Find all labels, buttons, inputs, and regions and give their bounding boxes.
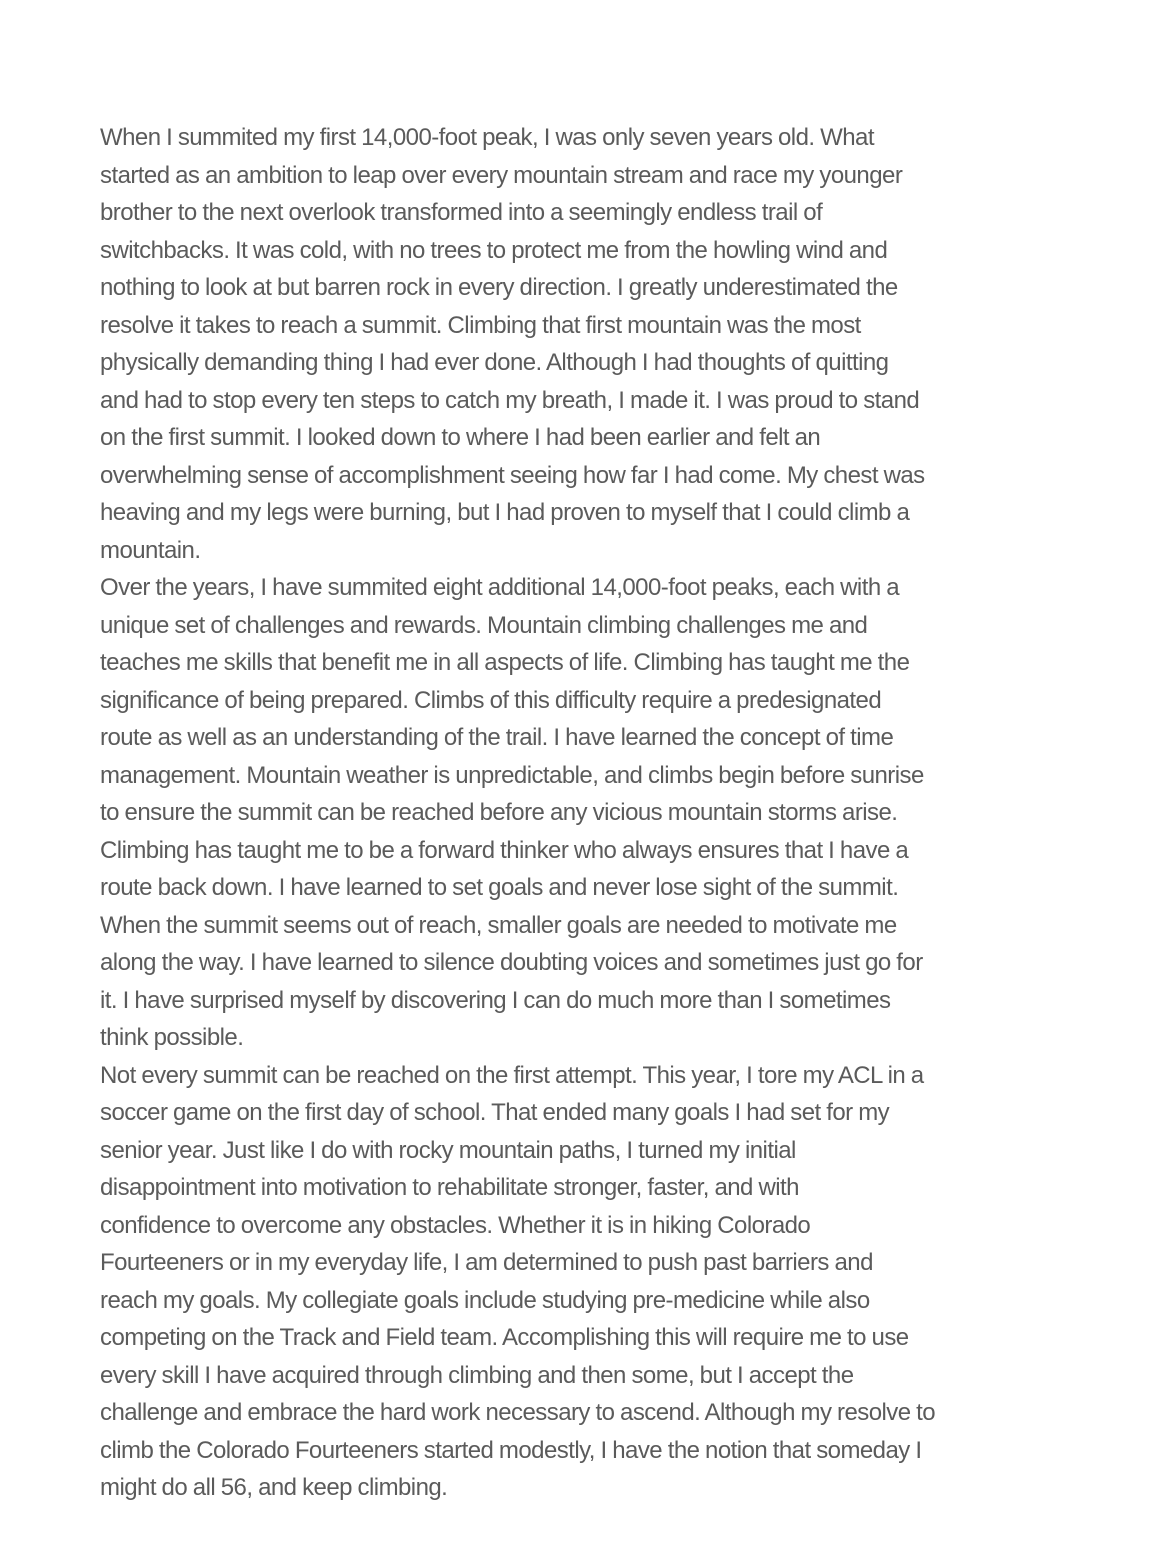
paragraph-3 <box>100 1057 1060 1507</box>
text-line: started as an ambition to leap over every mountain stream and race my younger <box>100 161 903 189</box>
text-line: overwhelming sense of accomplishment seeing how far I had come. My chest was <box>100 461 925 489</box>
text-line: soccer game on the first day of school. That ended many goals I had set for my <box>100 1099 890 1126</box>
paragraph-2 <box>100 569 1060 1057</box>
text-line: physically demanding thing I had ever done. Although I had thoughts of quitting <box>100 349 889 376</box>
text-line: it. I have surprised myself by discovering I can do much more than I sometimes <box>100 986 891 1014</box>
text-line: nothing to look at but barren rock in every direction. I greatly underestimated the <box>100 274 898 301</box>
text-line: reach my goals. My collegiate goals include studying pre-medicine while also <box>100 1286 870 1314</box>
text-line: When I summited my first 14,000-foot peak, I was only seven years old. What <box>100 124 874 151</box>
text-line: on the first summit. I looked down to where I had been earlier and felt an <box>100 424 821 451</box>
text-line: route back down. I have learned to set goals and never lose sight of the summit. <box>100 874 899 901</box>
text-line: heaving and my legs were burning, but I had proven to myself that I could climb a <box>100 499 910 526</box>
text-line: resolve it takes to reach a summit. Climbing that first mountain was the most <box>100 311 861 339</box>
text-line: mountain. <box>100 536 201 564</box>
text-line: Not every summit can be reached on the first attempt. This year, I tore my ACL in a <box>100 1061 924 1089</box>
text-line: and had to stop every ten steps to catch my breath, I made it. I was proud to stand <box>100 386 920 414</box>
text-line: Climbing has taught me to be a forward thinker who always ensures that I have a <box>100 836 909 864</box>
text-line: competing on the Track and Field team. Accomplishing this will require me to use <box>100 1324 909 1351</box>
text-line: teaches me skills that benefit me in all aspects of life. Climbing has taught me the <box>100 649 910 676</box>
text-line: switchbacks. It was cold, with no trees to protect me from the howling wind and <box>100 236 888 264</box>
text-line: significance of being prepared. Climbs of this difficulty require a predesignated <box>100 686 882 714</box>
text-line: along the way. I have learned to silence doubting voices and sometimes just go for <box>100 949 923 976</box>
text-line: think possible. <box>100 1024 244 1051</box>
text-line: to ensure the summit can be reached before any vicious mountain storms arise. <box>100 799 898 826</box>
text-line: every skill I have acquired through climbing and then some, but I accept the <box>100 1361 854 1389</box>
paragraph-1 <box>100 119 1060 569</box>
text-line: confidence to overcome any obstacles. Whether it is in hiking Colorado <box>100 1211 811 1239</box>
text-line: Fourteeners or in my everyday life, I am determined to push past barriers and <box>100 1249 873 1276</box>
text-line: senior year. Just like I do with rocky mountain paths, I turned my initial <box>100 1136 796 1164</box>
text-line: unique set of challenges and rewards. Mountain climbing challenges me and <box>100 611 868 639</box>
essay-page <box>100 119 1060 1507</box>
text-line: climb the Colorado Fourteeners started modestly, I have the notion that someday I <box>100 1436 922 1464</box>
text-line: brother to the next overlook transformed into a seemingly endless trail of <box>100 199 823 226</box>
text-line: disappointment into motivation to rehabilitate stronger, faster, and with <box>100 1174 799 1201</box>
text-line: management. Mountain weather is unpredictable, and climbs begin before sunrise <box>100 761 924 789</box>
text-line: Over the years, I have summited eight additional 14,000-foot peaks, each with a <box>100 574 900 601</box>
text-line: challenge and embrace the hard work necessary to ascend. Although my resolve to <box>100 1399 936 1426</box>
text-line: When the summit seems out of reach, smaller goals are needed to motivate me <box>100 911 897 939</box>
text-line: route as well as an understanding of the trail. I have learned the concept of time <box>100 724 894 751</box>
text-line: might do all 56, and keep climbing. <box>100 1474 448 1501</box>
